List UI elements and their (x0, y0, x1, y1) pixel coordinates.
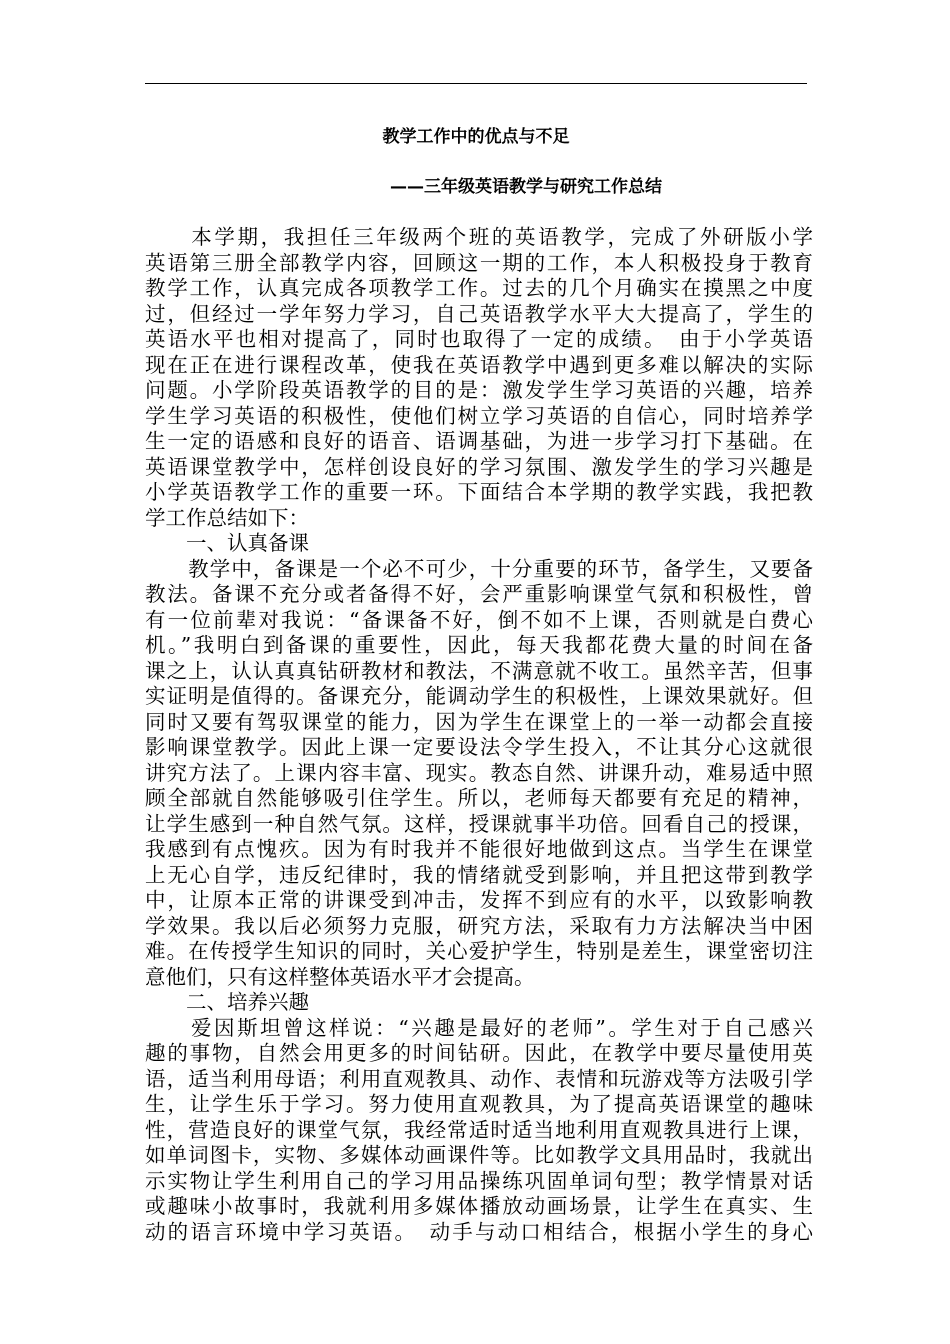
paragraph-line: 有一位前辈对我说：“备课备不好，倒不如不上课，否则就是白费心 (145, 607, 813, 632)
paragraph-line: 爱因斯坦曾这样说：“兴趣是最好的老师”。学生对于自己感兴 (145, 1015, 813, 1040)
paragraph-line: 教学工作，认真完成各项教学工作。过去的几个月确实在摸黑之中度 (145, 276, 813, 300)
document-subtitle: ——三年级英语教学与研究工作总结 (390, 177, 662, 197)
paragraph-line: 如单词图卡，实物、多媒体动画课件等。比如教学文具用品时，我就出 (145, 1143, 813, 1167)
paragraph-line: 学效果。我以后必须努力克服，研究方法，采取有力方法解决当中困 (145, 913, 813, 938)
paragraph-line: 影响课堂教学。因此上课一定要设法令学生投入，不让其分心这就很 (145, 735, 813, 759)
paragraph-line: 课之上，认认真真钻研教材和教法，不满意就不收工。虽然辛苦，但事 (145, 658, 813, 683)
section-heading: 二、培养兴趣 (145, 990, 309, 1014)
paragraph-line: 学生学习英语的积极性，使他们树立学习英语的自信心，同时培养学 (145, 403, 813, 428)
paragraph-line: 问题。小学阶段英语教学的目的是：激发学生学习英语的兴趣，培养 (145, 378, 813, 402)
paragraph-line: 生，让学生乐于学习。努力使用直观教具，为了提高英语课堂的趣味 (145, 1092, 813, 1116)
paragraph-line: 趣的事物，自然会用更多的时间钻研。因此，在教学中要尽量使用英 (145, 1041, 813, 1065)
paragraph-line: 动的语言环境中学习英语。 动手与动口相结合，根据小学生的身心 (145, 1219, 813, 1244)
paragraph-line: 现在正在进行课程改革，使我在英语教学中遇到更多难以解决的实际 (145, 352, 813, 377)
document-title: 教学工作中的优点与不足 (382, 127, 570, 147)
paragraph-line: 英语第三册全部教学内容，回顾这一期的工作，本人积极投身于教育 (145, 250, 813, 275)
section-heading: 一、认真备课 (145, 531, 309, 555)
paragraph-line: 英语水平也相对提高了，同时也取得了一定的成绩。 由于小学英语 (145, 327, 813, 351)
paragraph-line: 让学生感到一种自然气氛。这样，授课就事半功倍。回看自己的授课， (145, 811, 813, 836)
paragraph-line: 性，营造良好的课堂气氛，我经常适时适当地利用直观教具进行上课， (145, 1117, 813, 1142)
paragraph-line: 英语课堂教学中，怎样创设良好的学习氛围、激发学生的学习兴趣是 (145, 454, 813, 479)
paragraph-line: 我感到有点愧疚。因为有时我并不能很好地做到这点。当学生在课堂 (145, 837, 813, 861)
paragraph-line: 生一定的语感和良好的语音、语调基础，为进一步学习打下基础。在 (145, 429, 813, 453)
paragraph-line: 讲究方法了。上课内容丰富、现实。教态自然、讲课升动，难易适中照 (145, 760, 813, 785)
paragraph-line: 顾全部就自然能够吸引住学生。所以，老师每天都要有充足的精神， (145, 786, 813, 810)
paragraph-line: 意他们，只有这样整体英语水平才会提高。 (145, 964, 535, 989)
paragraph-line: 本学期，我担任三年级两个班的英语教学，完成了外研版小学 (145, 225, 813, 249)
paragraph-line: 难。在传授学生知识的同时，关心爱护学生，特别是差生，课堂密切注 (145, 939, 813, 963)
paragraph-line: 同时又要有驾驭课堂的能力，因为学生在课堂上的一举一动都会直接 (145, 709, 813, 734)
paragraph-line: 中，让原本正常的讲课受到冲击，发挥不到应有的水平，以致影响教 (145, 888, 813, 912)
paragraph-line: 机。”我明白到备课的重要性，因此，每天我都花费大量的时间在备 (145, 633, 813, 657)
paragraph-line: 或趣味小故事时，我就利用多媒体播放动画场景，让学生在真实、生 (145, 1194, 813, 1218)
paragraph-line: 实证明是值得的。备课充分，能调动学生的积极性，上课效果就好。但 (145, 684, 813, 708)
paragraph-line: 语，适当利用母语；利用直观教具、动作、表情和玩游戏等方法吸引学 (145, 1066, 813, 1091)
paragraph-line: 上无心自学，违反纪律时，我的情绪就受到影响，并且把这带到教学 (145, 862, 813, 887)
paragraph-line: 学工作总结如下： (145, 505, 309, 530)
document-body (145, 225, 813, 1245)
paragraph-line: 小学英语教学工作的重要一环。下面结合本学期的教学实践，我把教 (145, 480, 813, 504)
paragraph-line: 教法。备课不充分或者备得不好，会严重影响课堂气氛和积极性，曾 (145, 582, 813, 606)
paragraph-line: 过，但经过一学年努力学习，自己英语教学水平大大提高了，学生的 (145, 301, 813, 326)
paragraph-line: 教学中，备课是一个必不可少，十分重要的环节，备学生，又要备 (145, 556, 813, 581)
paragraph-line: 示实物让学生利用自己的学习用品操练巩固单词句型；教学情景对话 (145, 1168, 813, 1193)
header-rule (145, 83, 807, 84)
